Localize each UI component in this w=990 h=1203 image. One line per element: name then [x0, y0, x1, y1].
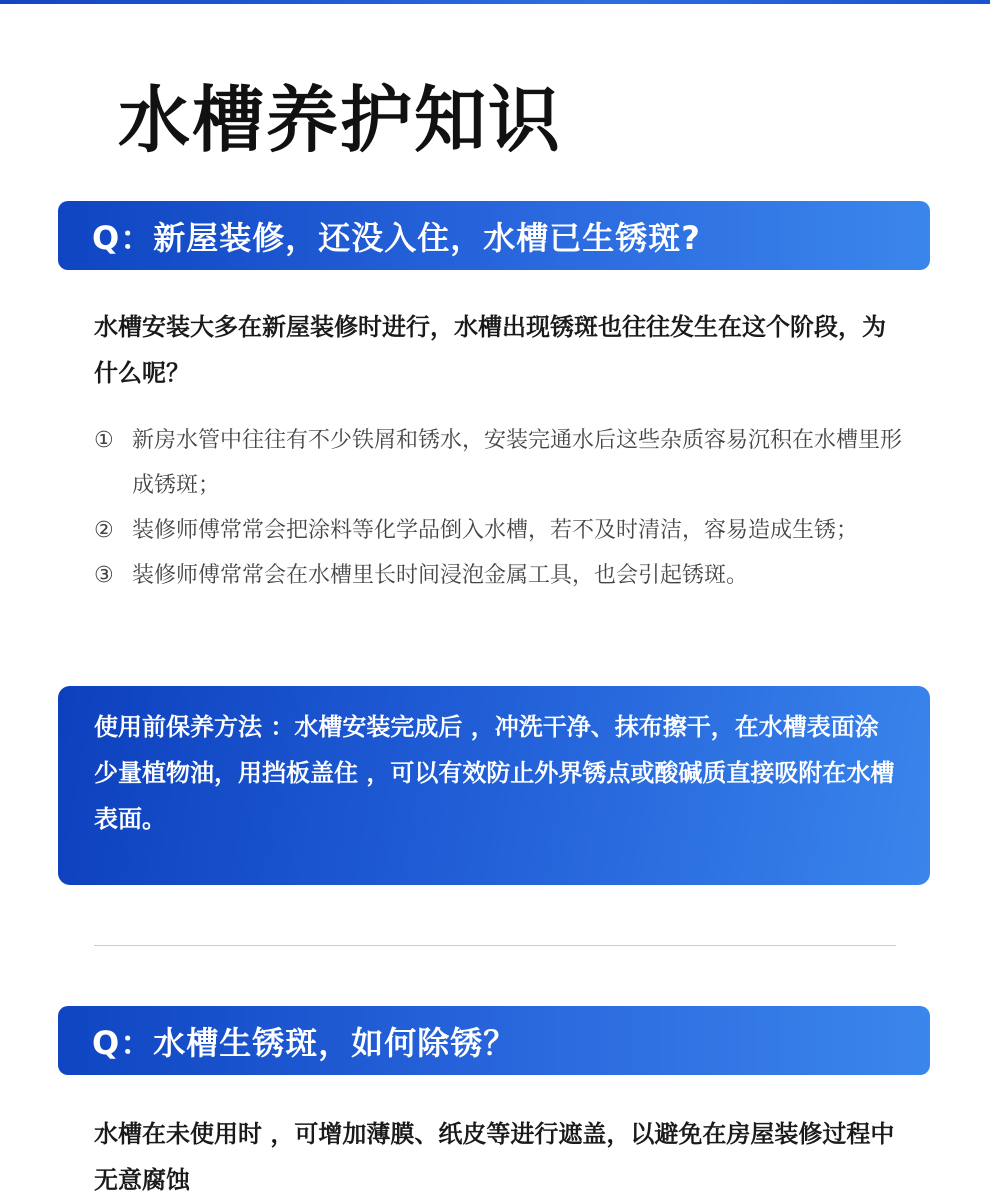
reason-list [94, 418, 904, 598]
list-number: ② [94, 518, 114, 543]
list-item-text: 装修师傅常常会在水槽里长时间浸泡金属工具，也会引起锈斑。 [132, 563, 749, 588]
section1-lead: 水槽安装大多在新屋装修时进行，水槽出现锈斑也往往发生在这个阶段，为什么呢？ [94, 313, 886, 387]
list-number: ③ [94, 563, 114, 588]
list-item [94, 418, 904, 508]
section-divider [94, 945, 896, 946]
tip-text: 使用前保养方法 ：水槽安装完成后 ，冲洗干净、抹布擦干，在水槽表面涂少量植物油，用挡板盖住 ，可以有效防止外界锈点或酸碱质直接吸附在水槽表面。 [94, 713, 895, 833]
list-item [94, 553, 904, 598]
question-banner-1: Q：新屋装修，还没入住，水槽已生锈斑? [58, 201, 930, 270]
question-banner-2: Q：水槽生锈斑，如何除锈？ [58, 1006, 930, 1075]
list-item-text: 新房水管中往往有不少铁屑和锈水，安装完通水后这些杂质容易沉积在水槽里形成锈斑； [132, 428, 903, 498]
top-accent-bar [0, 0, 990, 4]
page-title: 水槽养护知识 [118, 78, 563, 162]
section2-lead: 水槽在未使用时 ，可增加薄膜、纸皮等进行遮盖，以避免在房屋装修过程中无意腐蚀 [94, 1120, 895, 1194]
list-number: ① [94, 428, 114, 453]
maintenance-tip-box [58, 686, 930, 885]
list-item [94, 508, 904, 553]
list-item-text: 装修师傅常常会把涂料等化学品倒入水槽，若不及时清洁，容易造成生锈； [132, 518, 859, 543]
